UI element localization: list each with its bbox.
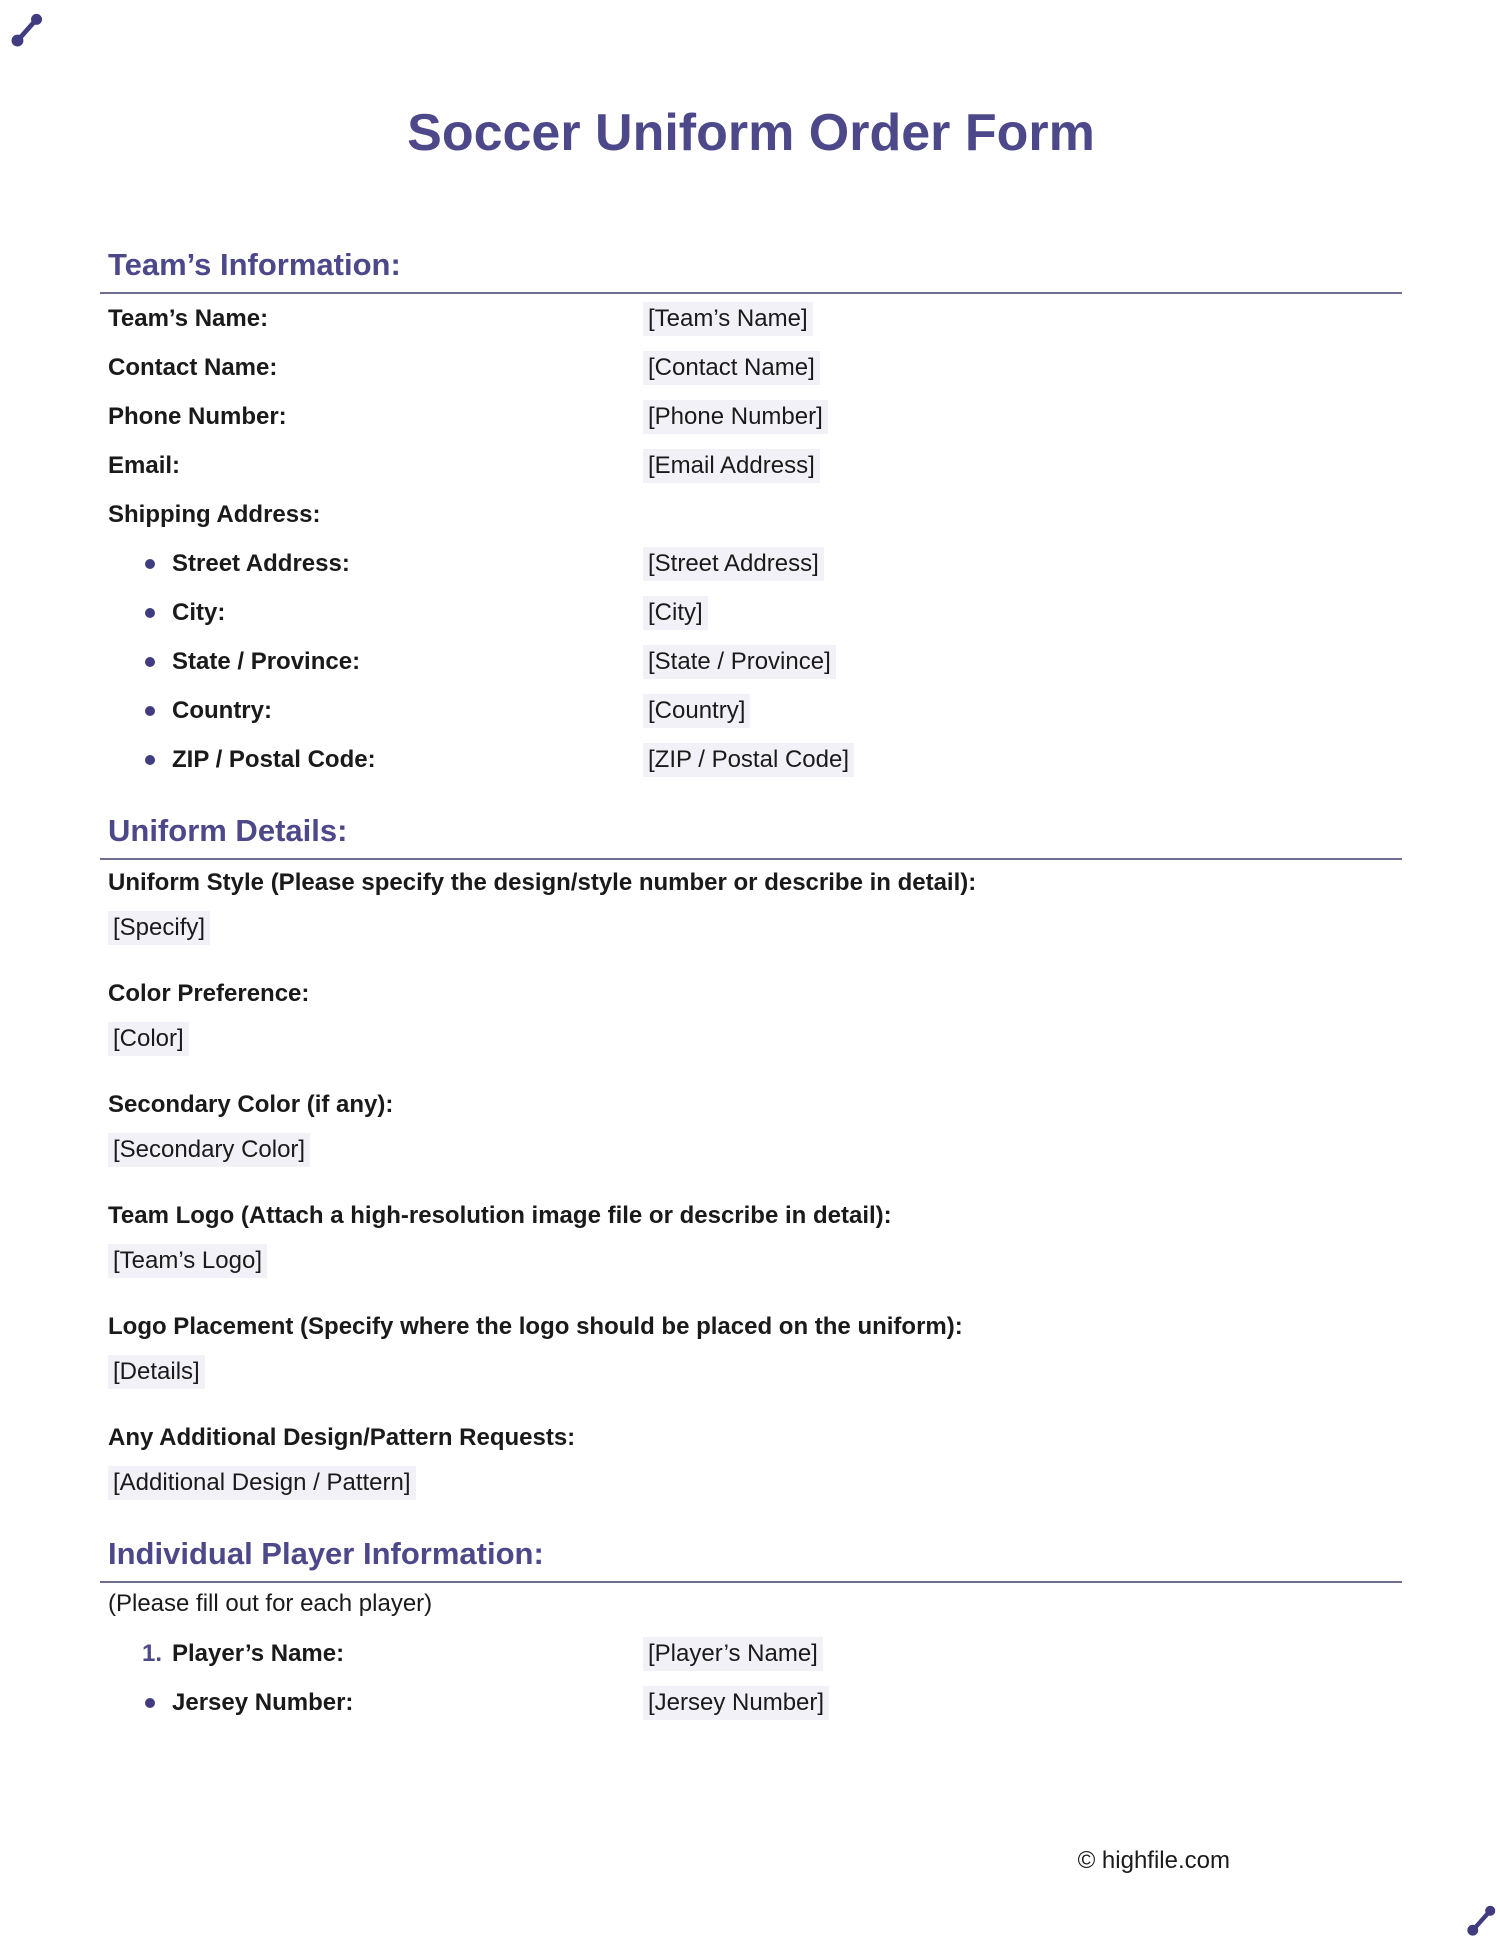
field-group-logo-placement <box>100 1311 1402 1389</box>
section-heading-player-information: Individual Player Information: <box>108 1536 544 1571</box>
field-group-team-logo <box>100 1200 1402 1278</box>
section-uniform-details <box>100 810 1402 1500</box>
field-label-uniform-style: Uniform Style (Please specify the design/style number or describe in detail): <box>108 869 977 896</box>
field-label-additional-design: Any Additional Design/Pattern Requests: <box>108 1424 576 1451</box>
player-section-note: (Please fill out for each player) <box>108 1590 433 1617</box>
field-label-logo-placement: Logo Placement (Specify where the logo should be placed on the uniform): <box>108 1313 963 1340</box>
field-group-color-preference <box>100 978 1402 1056</box>
connector-icon <box>10 12 44 48</box>
field-label-contact-name: Contact Name: <box>108 353 278 381</box>
field-row-zip-postal-code <box>100 735 1402 784</box>
field-label-players-name <box>100 1640 643 1668</box>
field-value-country[interactable]: [Country] <box>643 694 750 728</box>
player-rows <box>100 1629 1402 1727</box>
field-row-shipping-address <box>100 490 1402 539</box>
field-label-street-address <box>100 550 643 578</box>
field-label-text: Player’s Name: <box>172 1639 345 1667</box>
field-value-jersey-number[interactable]: [Jersey Number] <box>643 1686 829 1720</box>
bullet-icon <box>145 1698 155 1708</box>
field-value-street-address[interactable]: [Street Address] <box>643 547 824 581</box>
field-value-city[interactable]: [City] <box>643 596 708 630</box>
field-group-uniform-style <box>100 867 1402 945</box>
section-heading-uniform-details: Uniform Details: <box>108 813 348 848</box>
field-row-street-address <box>100 539 1402 588</box>
copyright-text: © highfile.com <box>1077 1847 1230 1874</box>
field-row-jersey-number <box>100 1678 1402 1727</box>
connector-icon <box>1466 1904 1497 1937</box>
field-label-phone-number: Phone Number: <box>108 402 287 430</box>
bullet-icon <box>145 608 155 618</box>
field-label-text: Jersey Number: <box>172 1688 354 1716</box>
field-row-country <box>100 686 1402 735</box>
field-label-email: Email: <box>108 451 181 479</box>
field-value-zip-postal-code[interactable]: [ZIP / Postal Code] <box>643 743 854 777</box>
field-label-color-preference: Color Preference: <box>108 980 310 1007</box>
field-row-teams-name <box>100 294 1402 343</box>
field-group-secondary-color <box>100 1089 1402 1167</box>
field-row-state-province <box>100 637 1402 686</box>
field-value-uniform-style[interactable]: [Specify] <box>108 911 210 945</box>
field-label-text: City: <box>172 598 226 626</box>
bullet-icon <box>145 559 155 569</box>
field-label-state-province <box>100 648 643 676</box>
field-value-logo-placement[interactable]: [Details] <box>108 1355 205 1389</box>
field-label-team-logo: Team Logo (Attach a high-resolution image file or describe in detail): <box>108 1202 892 1229</box>
field-value-phone-number[interactable]: [Phone Number] <box>643 400 828 434</box>
bullet-icon <box>145 755 155 765</box>
field-label-jersey-number <box>100 1689 643 1717</box>
field-row-contact-name <box>100 343 1402 392</box>
section-divider <box>100 858 1402 860</box>
section-divider <box>100 1581 1402 1583</box>
field-value-state-province[interactable]: [State / Province] <box>643 645 836 679</box>
field-value-players-name[interactable]: [Player’s Name] <box>643 1637 823 1671</box>
field-label-secondary-color: Secondary Color (if any): <box>108 1091 394 1118</box>
field-label-city <box>100 599 643 627</box>
list-number: 1. <box>142 1639 163 1667</box>
bullet-icon <box>145 706 155 716</box>
field-value-email[interactable]: [Email Address] <box>643 449 820 483</box>
field-label-text: Street Address: <box>172 549 350 577</box>
section-team-information <box>100 244 1402 784</box>
field-group-additional-design <box>100 1422 1402 1500</box>
field-label-teams-name: Team’s Name: <box>108 304 269 332</box>
field-value-team-logo[interactable]: [Team’s Logo] <box>108 1244 267 1278</box>
field-row-phone-number <box>100 392 1402 441</box>
field-label-text: State / Province: <box>172 647 361 675</box>
page-title: Soccer Uniform Order Form <box>407 104 1095 162</box>
field-row-players-name <box>100 1629 1402 1678</box>
field-value-secondary-color[interactable]: [Secondary Color] <box>108 1133 310 1167</box>
field-label-zip-postal-code <box>100 746 643 774</box>
field-value-color-preference[interactable]: [Color] <box>108 1022 189 1056</box>
field-row-email <box>100 441 1402 490</box>
field-label-country <box>100 697 643 725</box>
section-individual-player-information <box>100 1533 1402 1727</box>
field-value-teams-name[interactable]: [Team’s Name] <box>643 302 813 336</box>
field-value-additional-design[interactable]: [Additional Design / Pattern] <box>108 1466 416 1500</box>
field-label-text: Country: <box>172 696 272 724</box>
field-label-text: ZIP / Postal Code: <box>172 745 376 773</box>
field-value-contact-name[interactable]: [Contact Name] <box>643 351 820 385</box>
field-row-city <box>100 588 1402 637</box>
field-label-shipping-address: Shipping Address: <box>108 500 321 528</box>
section-heading-team-information: Team’s Information: <box>108 247 401 282</box>
document-page <box>100 0 1402 1727</box>
bullet-icon <box>145 657 155 667</box>
